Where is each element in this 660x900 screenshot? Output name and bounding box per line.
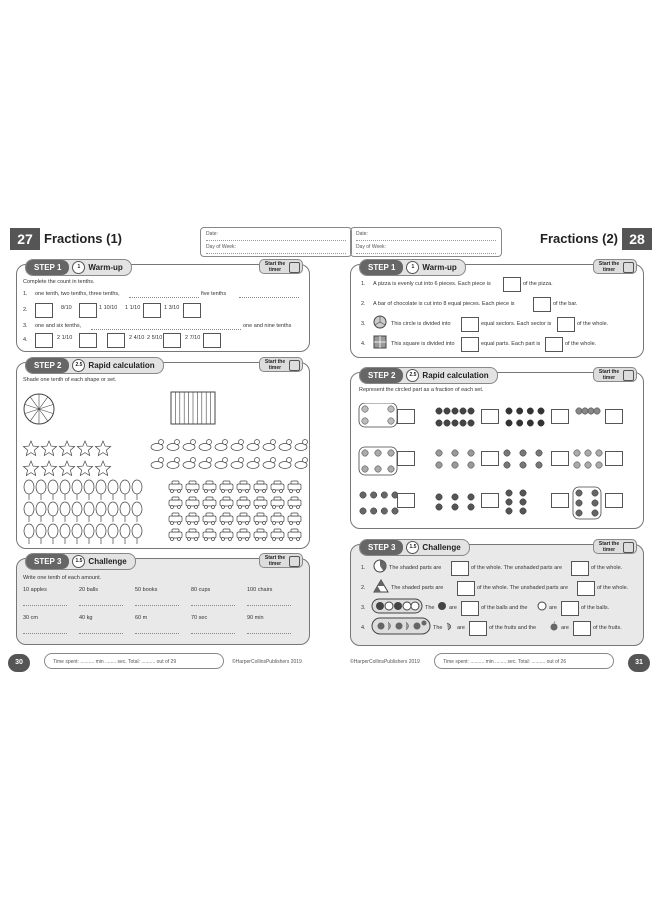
- star-icon[interactable]: [23, 461, 38, 476]
- answer-box[interactable]: [451, 561, 469, 576]
- instruction: Write one tenth of each amount.: [23, 575, 102, 581]
- step-label: STEP 1: [360, 260, 403, 275]
- balloon-icon[interactable]: [84, 480, 94, 500]
- car-icon[interactable]: [186, 481, 199, 493]
- balloon-set: [24, 480, 142, 544]
- answer-box[interactable]: [461, 317, 479, 332]
- duck-icon[interactable]: [279, 440, 292, 451]
- answer-box[interactable]: [571, 561, 589, 576]
- duck-icon[interactable]: [151, 458, 164, 469]
- q1-text: one tenth, two tenths, three tenths,: [35, 291, 120, 297]
- answer-box[interactable]: [551, 451, 569, 466]
- q2-text: The shaded parts are: [391, 585, 444, 591]
- duck-icon[interactable]: [279, 458, 292, 469]
- answer-box[interactable]: [605, 451, 623, 466]
- answer-line[interactable]: [129, 297, 199, 298]
- balloon-icon[interactable]: [72, 480, 82, 500]
- car-icon[interactable]: [237, 481, 250, 493]
- q1-end: of the pizza.: [523, 281, 553, 287]
- star-icon[interactable]: [23, 441, 38, 456]
- answer-box[interactable]: [397, 451, 415, 466]
- object-set: [360, 492, 398, 514]
- car-icon[interactable]: [237, 497, 250, 509]
- duck-icon[interactable]: [183, 440, 196, 451]
- car-icon[interactable]: [169, 513, 182, 525]
- hand-icon: [623, 370, 634, 381]
- car-icon[interactable]: [203, 513, 216, 525]
- object-set: [573, 487, 601, 519]
- car-icon[interactable]: [288, 497, 301, 509]
- balloon-icon[interactable]: [24, 502, 34, 522]
- answer-box[interactable]: [397, 409, 415, 424]
- balloon-icon[interactable]: [24, 480, 34, 500]
- clock-icon: 1.5: [72, 555, 85, 568]
- step3-header: [359, 539, 470, 556]
- q3-end: one and nine tenths: [243, 323, 292, 329]
- start-timer-button[interactable]: [259, 357, 303, 372]
- step-label: STEP 3: [26, 554, 69, 569]
- car-icon[interactable]: [220, 481, 233, 493]
- date-field[interactable]: Date:: [356, 231, 496, 241]
- answer-box[interactable]: [577, 581, 595, 596]
- timer-label: Start the timer: [598, 261, 620, 273]
- answer-box[interactable]: [143, 303, 161, 318]
- car-icon[interactable]: [237, 529, 250, 541]
- answer-box[interactable]: [551, 493, 569, 508]
- balloon-icon[interactable]: [132, 480, 142, 500]
- balloon-icon[interactable]: [84, 502, 94, 522]
- answer-box[interactable]: [457, 581, 475, 596]
- answer-box[interactable]: [461, 601, 479, 616]
- car-icon[interactable]: [186, 497, 199, 509]
- q-num: 4.: [361, 625, 366, 631]
- step-name: Rapid calculation: [88, 361, 155, 370]
- answer-box[interactable]: [397, 493, 415, 508]
- q4-mid: of the fruits and the: [489, 625, 537, 631]
- lesson-number: 27: [10, 228, 40, 250]
- clock-icon: 2.5: [72, 359, 85, 372]
- page-title: Fractions (1): [44, 231, 123, 246]
- answer-line[interactable]: [239, 297, 299, 298]
- answer-line[interactable]: [79, 605, 123, 606]
- car-icon[interactable]: [254, 513, 267, 525]
- answer-box[interactable]: [557, 317, 575, 332]
- object-set: [574, 450, 602, 468]
- answer-box[interactable]: [35, 333, 53, 348]
- star-icon[interactable]: [77, 461, 92, 476]
- amount: 10 apples: [23, 587, 47, 593]
- balloon-icon[interactable]: [96, 524, 106, 544]
- timer-label: Start the timer: [264, 555, 286, 567]
- apple-icon: [549, 621, 559, 631]
- answer-box[interactable]: [35, 303, 53, 318]
- car-icon[interactable]: [186, 529, 199, 541]
- balloon-icon[interactable]: [120, 480, 130, 500]
- q-num: 3.: [361, 321, 366, 327]
- q4-end: of the whole.: [565, 341, 597, 347]
- q3-are2: are: [549, 605, 557, 611]
- answer-line[interactable]: [247, 633, 291, 634]
- car-icon[interactable]: [203, 497, 216, 509]
- q4-text: This square is divided into: [391, 341, 455, 347]
- q3-end: of the whole.: [577, 321, 609, 327]
- step-name: Warm-up: [422, 263, 457, 272]
- answer-box[interactable]: [503, 277, 521, 292]
- timer-label: Start the timer: [598, 369, 620, 381]
- q-num: 1.: [23, 291, 28, 297]
- shapes-illustration[interactable]: [21, 387, 321, 547]
- answer-box[interactable]: [79, 333, 97, 348]
- step-label: STEP 3: [360, 540, 403, 555]
- balloon-icon[interactable]: [36, 524, 46, 544]
- left-page: [0, 222, 330, 677]
- square-grid-icon: [373, 335, 387, 349]
- answer-line[interactable]: [23, 633, 67, 634]
- answer-line[interactable]: [191, 633, 235, 634]
- car-icon[interactable]: [254, 481, 267, 493]
- q3-are: are: [449, 605, 457, 611]
- fraction: 8/10: [61, 305, 72, 311]
- answer-box[interactable]: [481, 451, 499, 466]
- page-title: Fractions (2): [540, 231, 619, 246]
- duck-icon[interactable]: [295, 440, 308, 451]
- hand-icon: [289, 262, 300, 273]
- instruction: Represent the circled part as a fraction of each set.: [359, 387, 484, 393]
- amount: 50 books: [135, 587, 158, 593]
- answer-box[interactable]: [551, 409, 569, 424]
- q4-are2: are: [561, 625, 569, 631]
- amount: 80 cups: [191, 587, 211, 593]
- q2-end: of the bar.: [553, 301, 578, 307]
- star-icon[interactable]: [77, 441, 92, 456]
- hand-icon: [623, 262, 634, 273]
- q3-end: of the balls.: [581, 605, 610, 611]
- object-set: [359, 403, 397, 427]
- q4-text: The: [433, 625, 443, 631]
- step-name: Warm-up: [88, 263, 123, 272]
- q-num: 2.: [361, 301, 366, 307]
- hand-icon: [289, 556, 300, 567]
- balloon-icon[interactable]: [36, 502, 46, 522]
- fraction: 2 1/10: [57, 335, 73, 341]
- fraction: 2 7/10: [185, 335, 201, 341]
- lesson-number: 28: [622, 228, 652, 250]
- car-icon[interactable]: [288, 481, 301, 493]
- duck-icon[interactable]: [199, 458, 212, 469]
- star-icon[interactable]: [59, 441, 74, 456]
- step-name: Rapid calculation: [422, 371, 489, 380]
- duck-icon[interactable]: [215, 440, 228, 451]
- star-icon[interactable]: [41, 461, 56, 476]
- start-timer-button[interactable]: [593, 539, 637, 554]
- q-num: 4.: [361, 341, 366, 347]
- answer-box[interactable]: [605, 409, 623, 424]
- balloon-icon[interactable]: [48, 502, 58, 522]
- balloon-icon[interactable]: [60, 524, 70, 544]
- answer-line[interactable]: [135, 605, 179, 606]
- step2-header: [359, 367, 498, 384]
- answer-box[interactable]: [461, 337, 479, 352]
- car-icon[interactable]: [220, 513, 233, 525]
- duck-icon[interactable]: [167, 440, 180, 451]
- amount: 70 sec: [191, 615, 208, 621]
- fraction: 1 1/10: [125, 305, 141, 311]
- q1-end: five tenths: [201, 291, 227, 297]
- balloon-icon[interactable]: [72, 524, 82, 544]
- balloon-icon[interactable]: [108, 524, 118, 544]
- step3-panel: [350, 541, 644, 646]
- answer-box[interactable]: [605, 493, 623, 508]
- start-timer-button[interactable]: [593, 367, 637, 382]
- right-page: [330, 222, 660, 677]
- q-num: 4.: [23, 337, 28, 343]
- answer-box[interactable]: [573, 621, 591, 636]
- q-num: 1.: [361, 565, 366, 571]
- q-num: 3.: [23, 323, 28, 329]
- answer-box[interactable]: [481, 493, 499, 508]
- timer-label: Start the timer: [598, 541, 620, 553]
- page-number: 31: [628, 654, 650, 672]
- balloon-icon[interactable]: [108, 502, 118, 522]
- step-name: Challenge: [88, 557, 127, 566]
- instruction: Complete the count in tenths.: [23, 279, 95, 285]
- car-icon[interactable]: [271, 529, 284, 541]
- star-icon[interactable]: [95, 441, 110, 456]
- q4-end: of the fruits.: [593, 625, 622, 631]
- clock-icon: 1: [406, 261, 419, 274]
- balloon-icon[interactable]: [36, 480, 46, 500]
- answer-box[interactable]: [163, 333, 181, 348]
- star-set: [23, 441, 110, 476]
- car-set: [169, 481, 301, 541]
- q3-text: one and six tenths,: [35, 323, 82, 329]
- date-field[interactable]: Date:: [206, 231, 346, 241]
- answer-line[interactable]: [247, 605, 291, 606]
- balls-icon: [371, 598, 423, 614]
- clock-icon: 2.5: [406, 369, 419, 382]
- answer-box[interactable]: [183, 303, 201, 318]
- star-icon[interactable]: [59, 461, 74, 476]
- car-icon[interactable]: [237, 513, 250, 525]
- clock-icon: 1: [72, 261, 85, 274]
- fraction: 2 4/10: [129, 335, 145, 341]
- amount: 90 min: [247, 615, 264, 621]
- timer-label: Start the timer: [264, 261, 286, 273]
- fraction: 1 3/10: [164, 305, 180, 311]
- start-timer-button[interactable]: [593, 259, 637, 274]
- workbook-spread: [0, 222, 660, 677]
- car-icon[interactable]: [186, 513, 199, 525]
- answer-box[interactable]: [533, 297, 551, 312]
- q4-mid: equal parts. Each part is: [481, 341, 541, 347]
- duck-icon[interactable]: [295, 458, 308, 469]
- hand-icon: [623, 542, 634, 553]
- start-timer-button[interactable]: [259, 553, 303, 568]
- page-number: 30: [8, 654, 30, 672]
- step3-panel: [16, 555, 310, 645]
- answer-box[interactable]: [203, 333, 221, 348]
- circle-shape: [24, 394, 54, 424]
- amount: 30 cm: [23, 615, 38, 621]
- answer-line[interactable]: [191, 605, 235, 606]
- step1-panel: [16, 261, 310, 352]
- balloon-icon[interactable]: [96, 502, 106, 522]
- car-icon[interactable]: [169, 497, 182, 509]
- q1-mid: of the whole. The unshaded parts are: [471, 565, 563, 571]
- balloon-icon[interactable]: [96, 480, 106, 500]
- duck-icon[interactable]: [151, 440, 164, 451]
- shaded-triangle-icon: [373, 579, 389, 593]
- balloon-icon[interactable]: [84, 524, 94, 544]
- step1-header: [25, 259, 132, 276]
- q3-text: The: [425, 605, 435, 611]
- q1-end: of the whole.: [591, 565, 623, 571]
- q3-mid: equal sectors. Each sector is: [481, 321, 552, 327]
- object-set: [436, 450, 474, 468]
- object-set: [576, 408, 600, 414]
- balloon-icon[interactable]: [60, 502, 70, 522]
- balloon-icon[interactable]: [60, 480, 70, 500]
- bar-shape: [171, 392, 215, 424]
- fruits-icon: [371, 617, 431, 635]
- q-num: 2.: [23, 307, 28, 313]
- ball-icon: [537, 601, 547, 611]
- amount: 100 chairs: [247, 587, 273, 593]
- timer-label: Start the timer: [264, 359, 286, 371]
- star-icon[interactable]: [41, 441, 56, 456]
- balloon-icon[interactable]: [24, 524, 34, 544]
- day-field[interactable]: Day of Week:: [206, 244, 346, 254]
- amount: 20 balls: [79, 587, 98, 593]
- car-icon[interactable]: [203, 529, 216, 541]
- answer-box[interactable]: [79, 303, 97, 318]
- q-num: 2.: [361, 585, 366, 591]
- q1-text: A pizza is evenly cut into 6 pieces. Each piece is: [373, 281, 491, 287]
- object-set: [436, 408, 474, 426]
- duck-icon[interactable]: [183, 458, 196, 469]
- answer-box[interactable]: [107, 333, 125, 348]
- amount: 40 kg: [79, 615, 93, 621]
- duck-icon[interactable]: [231, 440, 244, 451]
- shaded-circle-icon: [373, 559, 387, 573]
- fraction: 2 5/10: [147, 335, 163, 341]
- object-set: [436, 494, 474, 510]
- object-set: [504, 450, 542, 468]
- step2-panel: [350, 369, 644, 529]
- copyright: ©HarperCollinsPublishers 2019: [232, 659, 302, 665]
- car-icon[interactable]: [254, 529, 267, 541]
- instruction: Shade one tenth of each shape or set.: [23, 377, 117, 383]
- car-icon[interactable]: [220, 529, 233, 541]
- car-icon[interactable]: [220, 497, 233, 509]
- q3-mid: of the balls and the: [481, 605, 528, 611]
- object-set: [359, 447, 397, 475]
- balloon-icon[interactable]: [48, 480, 58, 500]
- q-num: 3.: [361, 605, 366, 611]
- car-icon[interactable]: [271, 497, 284, 509]
- fraction: 1 10/10: [99, 305, 118, 311]
- car-icon[interactable]: [271, 513, 284, 525]
- balloon-icon[interactable]: [120, 524, 130, 544]
- answer-line[interactable]: [23, 605, 67, 606]
- q2-mid: of the whole. The unshaded parts are: [477, 585, 569, 591]
- step-name: Challenge: [422, 543, 461, 552]
- step2-panel: [16, 359, 310, 549]
- answer-box[interactable]: [481, 409, 499, 424]
- balloon-icon[interactable]: [132, 524, 142, 544]
- balloon-icon[interactable]: [132, 502, 142, 522]
- car-icon[interactable]: [288, 513, 301, 525]
- q-num: 1.: [361, 281, 366, 287]
- time-spent-box[interactable]: Time spent: .......... min ........ sec. Total: .......... out of 26: [434, 653, 614, 669]
- star-icon[interactable]: [95, 461, 110, 476]
- answer-line[interactable]: [79, 633, 123, 634]
- car-icon[interactable]: [203, 481, 216, 493]
- duck-icon[interactable]: [215, 458, 228, 469]
- car-icon[interactable]: [254, 497, 267, 509]
- answer-box[interactable]: [561, 601, 579, 616]
- duck-icon[interactable]: [263, 440, 276, 451]
- q2-end: of the whole.: [597, 585, 629, 591]
- object-set: [506, 408, 544, 426]
- pie-circle-icon: [373, 315, 387, 329]
- ball-icon: [437, 601, 447, 611]
- duck-icon[interactable]: [263, 458, 276, 469]
- step-label: STEP 2: [26, 358, 69, 373]
- step2-header: [25, 357, 164, 374]
- duck-icon[interactable]: [167, 458, 180, 469]
- duck-set: [151, 440, 308, 469]
- day-field[interactable]: Day of Week:: [356, 244, 496, 254]
- answer-line[interactable]: [91, 329, 241, 330]
- amount: 60 m: [135, 615, 148, 621]
- car-icon[interactable]: [288, 529, 301, 541]
- hand-icon: [289, 360, 300, 371]
- duck-icon[interactable]: [199, 440, 212, 451]
- car-icon[interactable]: [271, 481, 284, 493]
- step3-header: [25, 553, 136, 570]
- step1-panel: [350, 261, 644, 358]
- q3-text: This circle is divided into: [391, 321, 451, 327]
- copyright: ©HarperCollinsPublishers 2019: [350, 659, 420, 665]
- duck-icon[interactable]: [247, 458, 260, 469]
- start-timer-button[interactable]: [259, 259, 303, 274]
- answer-line[interactable]: [135, 633, 179, 634]
- balloon-icon[interactable]: [120, 502, 130, 522]
- banana-icon: [445, 621, 455, 631]
- answer-box[interactable]: [469, 621, 487, 636]
- duck-icon[interactable]: [247, 440, 260, 451]
- time-spent-box[interactable]: Time spent: .......... min ........ sec. Total: .......... out of 29: [44, 653, 224, 669]
- step-label: STEP 2: [360, 368, 403, 383]
- answer-box[interactable]: [545, 337, 563, 352]
- step-label: STEP 1: [26, 260, 69, 275]
- balloon-icon[interactable]: [108, 480, 118, 500]
- balloon-icon[interactable]: [48, 524, 58, 544]
- balloon-icon[interactable]: [72, 502, 82, 522]
- duck-icon[interactable]: [231, 458, 244, 469]
- q4-are: are: [457, 625, 465, 631]
- clock-icon: 1.5: [406, 541, 419, 554]
- q2-text: A bar of chocolate is cut into 8 equal pieces. Each piece is: [373, 301, 515, 307]
- car-icon[interactable]: [169, 481, 182, 493]
- q1-text: The shaded parts are: [389, 565, 442, 571]
- object-set: [506, 490, 526, 514]
- step1-header: [359, 259, 466, 276]
- date-box[interactable]: [350, 227, 502, 257]
- car-icon[interactable]: [169, 529, 182, 541]
